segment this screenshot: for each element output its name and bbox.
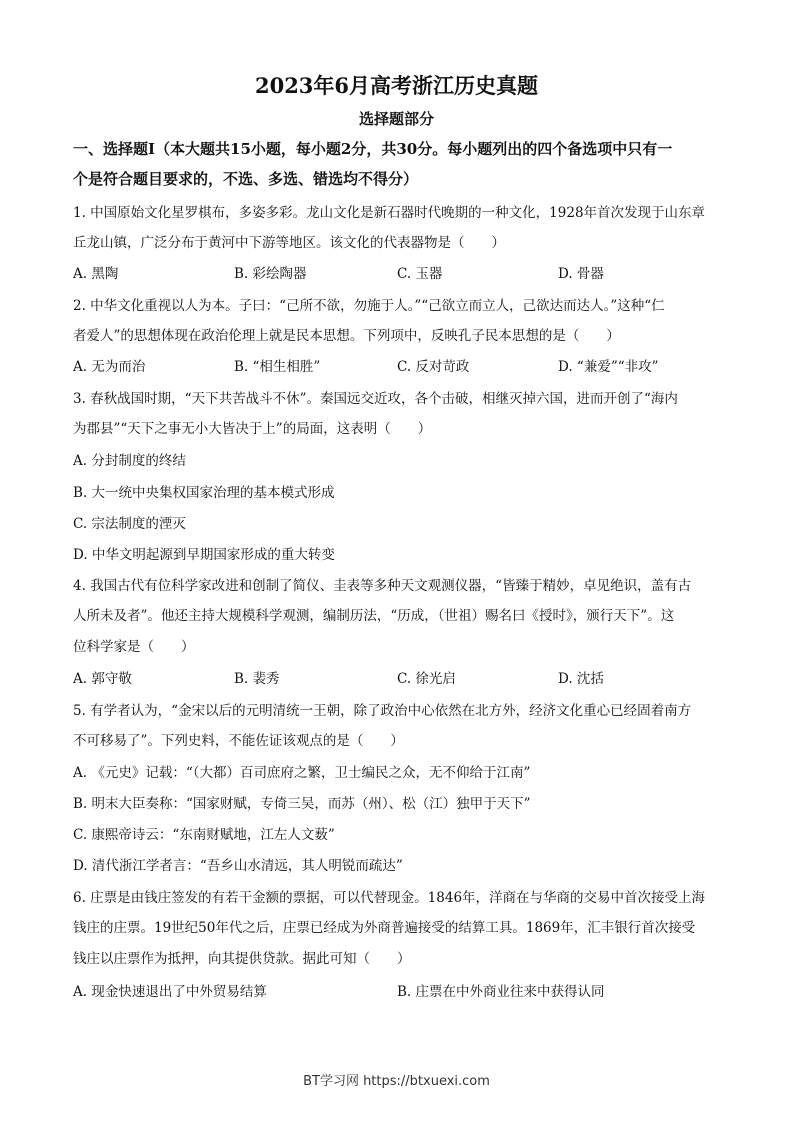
question-4-option-b: B. 裴秀 bbox=[234, 671, 280, 687]
question-6-line2: 钱庄的庄票。19世纪50年代之后，庄票已经成为外商普遍接受的结算工具。1869年，汇丰银行首次接受 bbox=[73, 920, 696, 936]
question-5-option-c: C. 康熙帝诗云：“东南财赋地，江左人文薮” bbox=[73, 827, 335, 843]
question-3-line2: 为郡县”“天下之事无小大皆决于上”的局面，这表明（ ） bbox=[73, 421, 432, 437]
question-2-option-a: A. 无为而治 bbox=[73, 359, 146, 375]
question-6-line1: 6. 庄票是由钱庄签发的有若干金额的票据，可以代替现金。1846年，洋商在与华商的交易中首次接受上海 bbox=[73, 890, 706, 906]
page-footer-watermark: BT学习网 https://btxuexi.com bbox=[303, 1074, 490, 1089]
question-1-option-a: A. 黑陶 bbox=[73, 266, 119, 282]
question-2-line1: 2. 中华文化重视以人为本。子曰：“己所不欲，勿施于人。”“己欲立而立人，己欲达而达人。”这种“仁 bbox=[73, 298, 665, 314]
question-4-option-d: D. 沈括 bbox=[558, 671, 604, 687]
section-instructions-line2: 个是符合题目要求的，不选、多选、错选均不得分） bbox=[73, 170, 419, 188]
question-6-option-b: B. 庄票在中外商业往来中获得认同 bbox=[397, 984, 605, 1000]
question-4-line2: 人所未及者”。他还主持大规模科学观测，编制历法，“历成，（世祖）赐名曰《授时》，颁行天下”。这 bbox=[73, 608, 675, 624]
question-4-option-c: C. 徐光启 bbox=[397, 671, 456, 687]
question-2-line2: 者爱人”的思想体现在政治伦理上就是民本思想。下列项中，反映孔子民本思想的是（ ） bbox=[73, 328, 620, 344]
question-1-option-d: D. 骨器 bbox=[558, 266, 604, 282]
question-5-option-a: A. 《元史》记载：“（大都）百司庶府之繁，卫士编民之众，无不仰给于江南” bbox=[73, 765, 531, 781]
question-4-option-a: A. 郭守敬 bbox=[73, 671, 132, 687]
question-3-option-b: B. 大一统中央集权国家治理的基本模式形成 bbox=[73, 485, 335, 501]
question-1-option-c: C. 玉器 bbox=[397, 266, 443, 282]
question-4-line3: 位科学家是（ ） bbox=[73, 639, 195, 655]
question-2-option-b: B. “相生相胜” bbox=[234, 359, 321, 375]
question-3-option-a: A. 分封制度的终结 bbox=[73, 453, 186, 469]
question-3-line1: 3. 春秋战国时期，“天下共苦战斗不休”。秦国远交近攻，各个击破，相继灭掉六国，进而开创了“海内 bbox=[73, 391, 678, 407]
question-5-option-b: B. 明末大臣奏称：“国家财赋，专倚三吴，而苏（州）、松（江）独甲于天下” bbox=[73, 796, 531, 812]
question-1-line1: 1. 中国原始文化星罗棋布，多姿多彩。龙山文化是新石器时代晚期的一种文化，1928年首次发现于山东章 bbox=[73, 205, 706, 221]
section-instructions-line1: 一、选择题Ⅰ（本大题共15小题，每小题2分，共30分。每小题列出的四个备选项中只有一 bbox=[73, 140, 673, 158]
question-2-option-c: C. 反对苛政 bbox=[397, 359, 470, 375]
question-5-option-d: D. 清代浙江学者言：“吾乡山水清远，其人明锐而疏达” bbox=[73, 858, 403, 874]
question-6-line3: 钱庄以庄票作为抵押，向其提供贷款。据此可知（ ） bbox=[73, 951, 411, 967]
question-6-option-a: A. 现金快速退出了中外贸易结算 bbox=[73, 984, 267, 1000]
question-1-line2: 丘龙山镇，广泛分布于黄河中下游等地区。该文化的代表器物是（ ） bbox=[73, 235, 505, 251]
question-2-option-d: D. “兼爱”“非攻” bbox=[558, 359, 659, 375]
question-1-option-b: B. 彩绘陶器 bbox=[234, 266, 307, 282]
question-3-option-d: D. 中华文明起源到早期国家形成的重大转变 bbox=[73, 547, 335, 563]
question-4-line1: 4. 我国古代有位科学家改进和创制了简仪、圭表等多种天文观测仪器，“皆臻于精妙，卓见绝识，盖有古 bbox=[73, 578, 692, 594]
question-5-line1: 5. 有学者认为，“金宋以后的元明清统一王朝，除了政治中心依然在北方外，经济文化重心已经固着南方 bbox=[73, 703, 692, 719]
question-3-option-c: C. 宗法制度的湮灭 bbox=[73, 516, 186, 532]
section-subtitle: 选择题部分 bbox=[358, 110, 434, 128]
document-title: 2023年6月高考浙江历史真题 bbox=[254, 73, 539, 98]
question-5-line2: 不可移易了”。下列史料，不能佐证该观点的是（ ） bbox=[73, 733, 404, 749]
